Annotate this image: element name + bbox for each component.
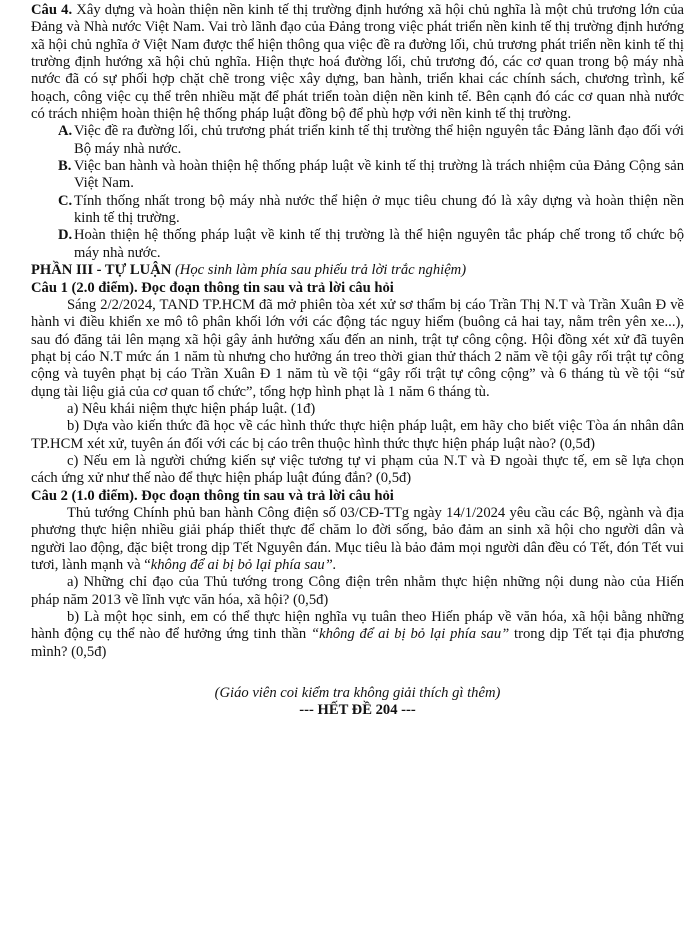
- option-letter: D.: [58, 227, 73, 244]
- q4-option-d: [31, 227, 684, 262]
- q4-stem: [31, 2, 684, 123]
- q4-option-a: [31, 123, 684, 158]
- essay1-question-b: b) Dựa vào kiến thức đã học về các hình thức thực hiện pháp luật, em hãy cho biết việc Tòa án nhân dân TP.HCM xét xử, tuyên án đối với các bị cáo trên thuộc hình thức thực hiện pháp luật nào? (0,5đ): [31, 418, 684, 452]
- end-marker-text: --- HẾT ĐỀ 204 ---: [299, 702, 416, 719]
- essay2-question-b-quote: “không để ai bị bỏ lại phía sau”: [310, 626, 510, 643]
- q4-option-b: [31, 158, 684, 193]
- option-letter: B.: [58, 158, 72, 175]
- option-text: Việc ban hành và hoàn thiện hệ thống pháp luật về kinh tế thị trường là trách nhiệm của Đảng Cộng sản Việt Nam.: [74, 158, 684, 192]
- essay2-question-b: [31, 609, 684, 661]
- essay2-passage: [31, 505, 684, 574]
- essay2-question-a: a) Những chỉ đạo của Thủ tướng trong Công điện trên nhằm thực hiện những nội dung nào của Hiến pháp năm 2013 về lĩnh vực văn hóa, xã hội? (0,5đ): [31, 574, 684, 608]
- essay2-question-b-end: trong dịp Tết tại địa phương mình? (0,5đ): [31, 626, 684, 660]
- essay2-heading: Câu 2 (1.0 điểm). Đọc đoạn thông tin sau và trả lời câu hỏi: [31, 487, 394, 504]
- option-text: Hoàn thiện hệ thống pháp luật về kinh tế thị trường là thể hiện nguyên tắc pháp chế trong tổ chức bộ máy nhà nước.: [74, 227, 684, 261]
- option-letter: A.: [58, 123, 73, 140]
- part3-title: PHẦN III - TỰ LUẬN: [31, 262, 172, 279]
- option-letter: C.: [58, 192, 73, 209]
- end-marker: [31, 702, 684, 719]
- q4-label: Câu 4.: [31, 2, 73, 18]
- footer-note: (Giáo viên coi kiểm tra không giải thích gì thêm): [214, 685, 501, 702]
- essay1-heading: Câu 1 (2.0 điểm). Đọc đoạn thông tin sau và trả lời câu hỏi: [31, 279, 394, 296]
- essay1-passage: Sáng 2/2/2024, TAND TP.HCM đã mở phiên tòa xét xử sơ thẩm bị cáo Trần Thị N.T và Trần Xuân Đ về hành vi điều khiển xe mô tô phân khối lớn với các động tác nguy hiểm (buông cả hai tay, nằm trên yên xe...), sau đó đăng tải lên mạng xã hội gây ảnh hưởng xấu đến an ninh, trật tự công cộng. Hội đồng xét xử đã tuyên phạt bị cáo N.T mức án 1 năm tù nhưng cho hưởng án treo thời gian thử thách 2 năm về tội gây rối trật tự công cộng và tuyên phạt bị cáo Trần Xuân Đ 1 năm tù về tội “gây rối trật tự công cộng” và 6 tháng tù về tội “sử dụng tài liệu giả của cơ quan tổ chức”, tổng hợp hình phạt là 1 năm 6 tháng tù.: [31, 296, 684, 400]
- option-text: Tính thống nhất trong bộ máy nhà nước thể hiện ở mục tiêu chung đó là xây dựng và hoàn thiện nền kinh tế thị trường.: [74, 192, 684, 227]
- q4-stem-text: Xây dựng và hoàn thiện nền kinh tế thị trường định hướng xã hội chủ nghĩa là một chủ trương lớn của Đảng và Nhà nước Việt Nam. Vai trò lãnh đạo của Đảng trong việc phát triển nền kinh tế thị trường định hướng xã hội chủ nghĩa ở Việt Nam được thể hiện thông qua việc đề ra đường lối, chủ trương phát triển nền kinh tế thị trường định hướng xã hội chủ nghĩa. Hiện thực hoá đường lối, chủ trương đó, các cơ quan trong bộ máy nhà nước đã có sự phối hợp chặt chẽ trong việc xây dựng, ban hành, triển khai các chính sách, chương trình, kế hoạch, công việc cụ thể trên nhiều mặt để phát triển toàn diện nền kinh tế. Bên cạnh đó các cơ quan nhà nước có trách nhiệm hoàn thiện hệ thống pháp luật đồng bộ để phù hợp với nền kinh tế thị trường.: [31, 2, 684, 123]
- essay1-question-a: a) Nêu khái niệm thực hiện pháp luật. (1đ): [67, 400, 316, 417]
- q4-option-c: [31, 193, 684, 228]
- option-text: Việc đề ra đường lối, chủ trương phát triển kinh tế thị trường thể hiện nguyên tắc Đảng lãnh đạo đối với Bộ máy nhà nước.: [74, 123, 684, 157]
- part3-note: (Học sinh làm phía sau phiếu trả lời trắc nghiệm): [174, 262, 467, 279]
- essay2-passage-text: Thủ tướng Chính phủ ban hành Công điện số 03/CĐ-TTg ngày 14/1/2024 yêu cầu các Bộ, ngành và địa phương thực hiện nhiều giải pháp thiết thực để chăm lo đời sống, bảo đảm an sinh xã hội cho người dân và người lao động, đặc biệt trong dịp Tết Nguyên đán. Mục tiêu là bảo đảm mọi người dân đều có Tết, đón Tết vui tươi, lành mạnh và “: [31, 504, 684, 573]
- essay2-question-b-start: b) Là một học sinh, em có thể thực hiện nghĩa vụ tuân theo Hiến pháp về văn hóa, xã hội bằng những hành động cụ thể nào để hưởng ứng tinh thần: [31, 609, 684, 643]
- essay2-passage-quote: không để ai bị bỏ lại phía sau”.: [150, 557, 337, 573]
- essay1-question-c: c) Nếu em là người chứng kiến sự việc tương tự vi phạm của N.T và Đ ngoài thực tế, em sẽ lựa chọn cách ứng xử như thế nào để thực hiện pháp luật đúng đắn? (0,5đ): [31, 452, 684, 487]
- part3-heading: [31, 262, 684, 279]
